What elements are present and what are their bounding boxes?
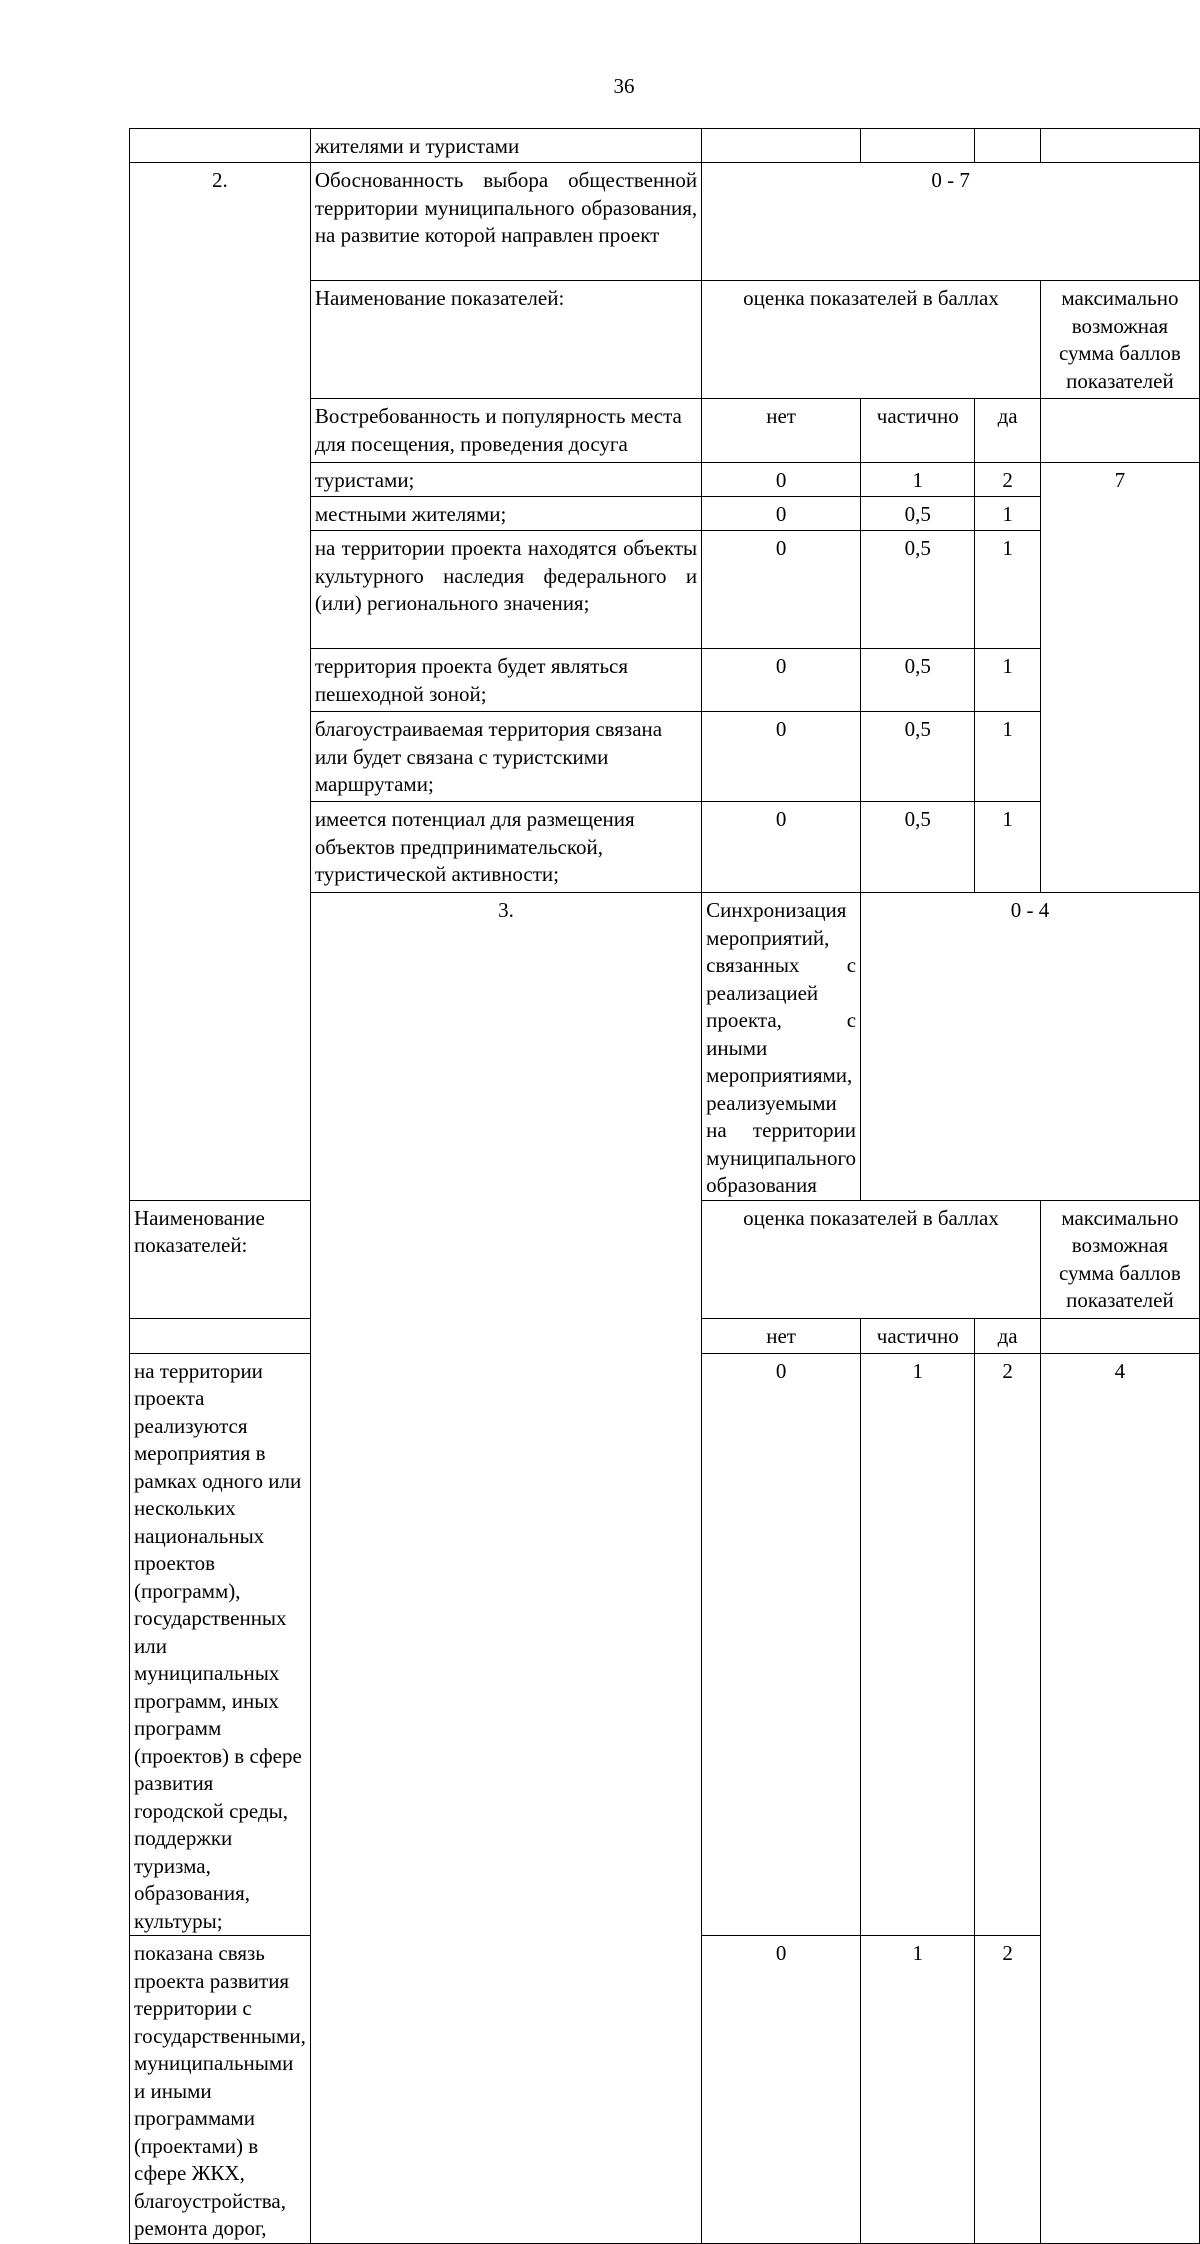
score-yes: 2 (975, 1353, 1040, 1936)
col-partial-label: частично (861, 1318, 975, 1353)
header-indicators: Наименование показателей: (130, 1200, 311, 1318)
score-no: 0 (702, 497, 861, 531)
score-partial: 1 (861, 1936, 975, 2244)
score-no: 0 (702, 649, 861, 712)
score-yes: 1 (975, 531, 1040, 649)
empty-cell (861, 129, 975, 163)
indicator-cell: благоустраиваемая территория связана или будет связана с туристскими маршрутами; (310, 712, 701, 802)
score-no: 0 (702, 463, 861, 497)
score-yes: 1 (975, 712, 1040, 802)
section-range: 0 - 7 (702, 163, 1200, 281)
indicator-cell: показана связь проекта развития территории с государственными, муниципальными и иными программами (проектами) в сфере ЖКХ, благоустройства, ремонта дорог, (130, 1936, 311, 2244)
empty-cell (130, 1318, 311, 1353)
section-title: Обоснованность выбора общественной территории муниципального образования, на развитие которой направлен проект (310, 163, 701, 281)
section-number: 2. (130, 163, 311, 1201)
score-yes: 1 (975, 497, 1040, 531)
score-partial: 0,5 (861, 802, 975, 893)
indicator-cell: на территории проекта реализуются мероприятия в рамках одного или нескольких национальных проектов (программ), государственных или муниципальных программ, иных программ (проектов) в сфере развития городской среды, поддержки туризма, образования, культуры; (130, 1353, 311, 1936)
criteria-table (129, 128, 1200, 2244)
indicator-cell: имеется потенциал для размещения объектов предпринимательской, туристической активности; (310, 802, 701, 893)
subheader-text: Востребованность и популярность места для посещения, проведения досуга (310, 399, 701, 463)
score-partial: 0,5 (861, 531, 975, 649)
max-sum: 4 (1040, 1353, 1199, 2243)
empty-cell (702, 129, 861, 163)
num-cell (130, 129, 311, 163)
empty-cell (1040, 399, 1199, 463)
header-indicators: Наименование показателей: (310, 281, 701, 399)
max-sum: 7 (1040, 463, 1199, 893)
score-partial: 0,5 (861, 649, 975, 712)
score-partial: 1 (861, 463, 975, 497)
score-no: 0 (702, 712, 861, 802)
score-no: 0 (702, 802, 861, 893)
empty-cell (1040, 1318, 1199, 1353)
score-yes: 2 (975, 463, 1040, 497)
col-no-label: нет (702, 1318, 861, 1353)
indicator-cell: территория проекта будет являться пешеходной зоной; (310, 649, 701, 712)
score-no: 0 (702, 1353, 861, 1936)
table-row (130, 129, 1200, 163)
section-number: 3. (310, 893, 701, 2244)
score-no: 0 (702, 531, 861, 649)
header-score: оценка показателей в баллах (702, 1200, 1041, 1318)
col-no-label: нет (702, 399, 861, 463)
score-partial: 0,5 (861, 497, 975, 531)
score-partial: 0,5 (861, 712, 975, 802)
score-no: 0 (702, 1936, 861, 2244)
section-title-row (130, 163, 1200, 281)
empty-cell (975, 129, 1040, 163)
header-max: максимально возможная сумма баллов показателей (1040, 1200, 1199, 1318)
header-max: максимально возможная сумма баллов показателей (1040, 281, 1199, 399)
col-partial-label: частично (861, 399, 975, 463)
score-yes: 1 (975, 649, 1040, 712)
col-yes-label: да (975, 1318, 1040, 1353)
indicator-cell: на территории проекта находятся объекты культурного наследия федерального и (или) регионального значения; (310, 531, 701, 649)
section-range: 0 - 4 (861, 893, 1200, 1201)
section-title: Синхронизация мероприятий, связанных с реализацией проекта, с иными мероприятиями, реализуемыми на территории муниципального образования (702, 893, 861, 1201)
header-score: оценка показателей в баллах (702, 281, 1041, 399)
indicator-cell: туристами; (310, 463, 701, 497)
score-yes: 1 (975, 802, 1040, 893)
score-yes: 2 (975, 1936, 1040, 2244)
indicator-cell: жителями и туристами (310, 129, 701, 163)
score-partial: 1 (861, 1353, 975, 1936)
empty-cell (1040, 129, 1199, 163)
col-yes-label: да (975, 399, 1040, 463)
indicator-cell: местными жителями; (310, 497, 701, 531)
page-number: 36 (613, 74, 635, 98)
